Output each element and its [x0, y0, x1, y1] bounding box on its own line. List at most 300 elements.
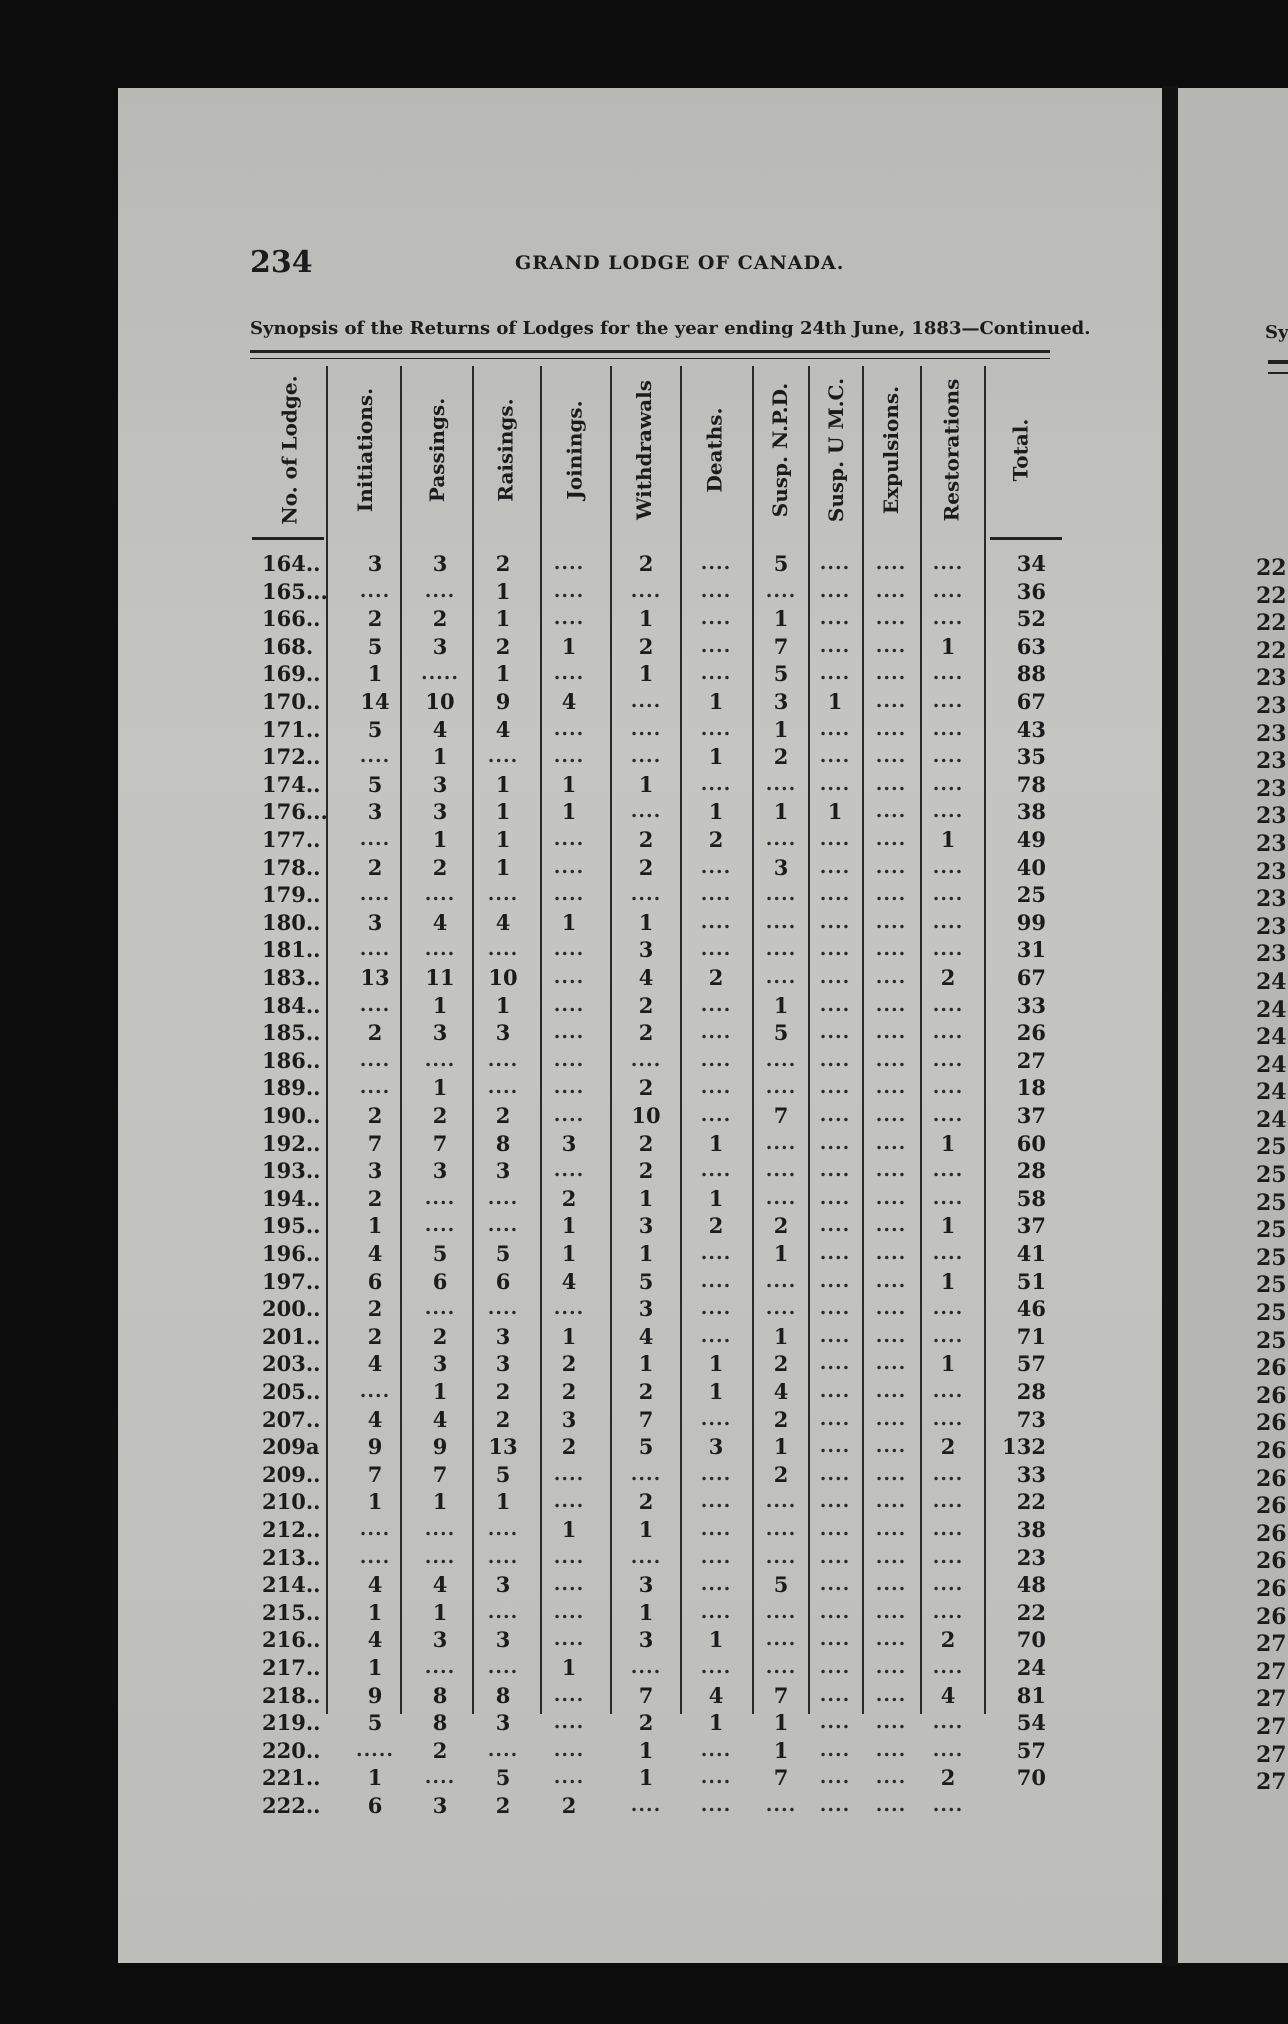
table-cell: 57 — [1016, 1351, 1046, 1377]
table-cell: 1 — [561, 1323, 577, 1349]
table-cell: .... — [875, 993, 907, 1016]
table-row — [262, 1074, 1062, 1102]
table-cell: .... — [819, 1600, 851, 1623]
table-cell: 10 — [488, 965, 518, 990]
table-cell: .... — [630, 745, 662, 768]
table-cell: 38 — [1016, 1517, 1046, 1542]
table-cell: 1 — [638, 1599, 654, 1625]
table-cell: .... — [359, 579, 391, 602]
table-row — [262, 1102, 1062, 1130]
table-cell: .... — [765, 828, 797, 850]
facing-page-rule — [1268, 360, 1288, 364]
table-row — [262, 550, 1062, 578]
table-cell: 35 — [1016, 744, 1046, 770]
facing-page-lodge-number: 27 — [1256, 1713, 1287, 1740]
table-cell: 1 — [638, 771, 654, 797]
table-cell: 1 — [773, 606, 789, 632]
table-cell: .... — [875, 1545, 907, 1568]
table-cell: .... — [700, 1766, 732, 1789]
table-cell: 2 — [638, 854, 654, 880]
column-header-label: Withdrawals — [632, 380, 656, 520]
table-cell: 1 — [773, 1434, 789, 1460]
table-cell: 46 — [1016, 1296, 1046, 1322]
table-cell: 99 — [1016, 909, 1046, 935]
table-cell: .... — [932, 1490, 964, 1513]
table-cell: .... — [819, 938, 851, 961]
table-row — [262, 1295, 1062, 1323]
table-cell: .... — [630, 883, 662, 906]
table-cell: 67 — [1016, 689, 1046, 714]
table-cell: .... — [875, 1269, 907, 1292]
table-cell: 1 — [638, 661, 654, 687]
table-cell: 9 — [367, 1434, 383, 1460]
table-cell: 2 — [495, 1379, 511, 1404]
column-header — [540, 366, 610, 534]
column-header-label: Passings. — [425, 397, 450, 503]
table-row — [262, 1654, 1062, 1682]
table-cell: 4 — [561, 1268, 577, 1294]
table-cell: .... — [765, 1186, 797, 1209]
table-cell: .... — [700, 910, 732, 933]
table-cell: .... — [765, 1297, 797, 1320]
table-cell: 2 — [432, 606, 448, 632]
lodge-number-cell: 214.. — [262, 1572, 321, 1598]
table-cell: .... — [700, 1573, 732, 1596]
table-cell: .... — [553, 1462, 585, 1485]
caption-rule — [250, 350, 1050, 353]
table-cell: .... — [700, 1600, 732, 1623]
table-cell: 37 — [1016, 1103, 1046, 1128]
table-cell: .... — [700, 1794, 732, 1816]
table-cell: .... — [700, 1048, 732, 1071]
table-cell: 9 — [367, 1682, 383, 1708]
table-cell: .... — [932, 1711, 964, 1734]
table-cell: 1 — [561, 1213, 577, 1239]
table-cell: .... — [819, 662, 851, 685]
table-cell: 2 — [367, 1296, 383, 1322]
table-cell — [980, 1792, 1046, 1820]
table-cell: 2 — [432, 1323, 448, 1349]
table-cell: 1 — [561, 909, 577, 935]
facing-page-lodge-number: 26 — [1256, 1465, 1287, 1492]
table-cell: .... — [553, 1683, 585, 1706]
table-cell: .... — [819, 1159, 851, 1182]
table-cell: 48 — [1016, 1572, 1046, 1598]
table-cell: .... — [932, 1462, 964, 1485]
facing-page-lodge-number: 24 — [1256, 968, 1287, 995]
table-cell: 52 — [1016, 606, 1046, 632]
column-header-label: Restorations — [939, 378, 963, 522]
table-cell: 3 — [432, 1158, 448, 1184]
table-cell: 2 — [638, 1130, 654, 1156]
table-cell: 2 — [367, 1020, 383, 1046]
table-cell: 3 — [495, 1627, 511, 1653]
column-header — [400, 366, 474, 534]
table-cell: .... — [932, 1600, 964, 1623]
table-cell: .... — [700, 1076, 732, 1099]
table-row — [262, 605, 1062, 633]
facing-page-lodge-number: 27 — [1256, 1631, 1287, 1658]
table-cell: .... — [765, 1656, 797, 1678]
table-cell: 1 — [708, 1710, 724, 1736]
table-cell: .... — [875, 1435, 907, 1458]
table-cell: .... — [819, 1242, 851, 1264]
facing-page-lodge-number: 23 — [1256, 941, 1287, 968]
table-cell: .... — [700, 1297, 732, 1320]
table-cell: .... — [553, 855, 585, 878]
table-cell: .... — [359, 1048, 391, 1071]
table-cell: .... — [932, 1380, 964, 1402]
table-cell: 88 — [1016, 661, 1046, 687]
table-cell: 4 — [432, 1572, 448, 1598]
table-cell: .... — [553, 1573, 585, 1596]
table-row — [262, 1157, 1062, 1185]
table-cell: 8 — [495, 1682, 511, 1708]
facing-page-lodge-number: 26 — [1256, 1355, 1287, 1382]
table-cell: .... — [819, 1186, 851, 1209]
table-cell: 1 — [638, 606, 654, 632]
table-row — [262, 688, 1062, 716]
table-cell: 2 — [773, 1406, 789, 1432]
table-cell: .... — [875, 966, 907, 988]
table-cell: .... — [875, 1104, 907, 1126]
table-cell: 5 — [495, 1765, 511, 1791]
table-cell: .... — [932, 1159, 964, 1182]
table-cell: .... — [932, 1518, 964, 1540]
table-cell: .... — [875, 1462, 907, 1485]
column-header — [752, 366, 808, 534]
table-cell: 1 — [708, 744, 724, 770]
table-cell: .... — [765, 1628, 797, 1651]
facing-page-lodge-number: 23 — [1256, 803, 1287, 830]
facing-page-lodge-number: 26 — [1256, 1493, 1287, 1520]
table-cell: 1 — [940, 633, 956, 659]
table-cell: .... — [424, 1048, 456, 1071]
table-cell: 2 — [638, 1158, 654, 1184]
table-cell: 22 — [1016, 1489, 1046, 1515]
table-cell: 25 — [1016, 882, 1046, 908]
table-cell: .... — [765, 1159, 797, 1182]
table-cell: .... — [875, 1021, 907, 1044]
table-cell: 1 — [638, 1241, 654, 1266]
table-cell: 4 — [495, 909, 511, 935]
lodge-number-cell: 210.. — [262, 1489, 321, 1515]
table-cell: 3 — [432, 771, 448, 797]
table-cell: .... — [875, 883, 907, 906]
table-row — [262, 716, 1062, 744]
table-cell: 24 — [1016, 1655, 1046, 1680]
table-cell: 63 — [1016, 633, 1046, 659]
table-cell: 3 — [773, 689, 789, 714]
table-cell: 2 — [773, 1213, 789, 1239]
table-cell: .... — [487, 1738, 519, 1761]
table-cell: .... — [875, 1628, 907, 1651]
table-cell: .... — [424, 1766, 456, 1789]
table-cell: 2 — [367, 1103, 383, 1128]
table-cell: 2 — [638, 827, 654, 852]
table-cell: .... — [359, 745, 391, 768]
table-cell: 1 — [495, 854, 511, 880]
table-cell: 2 — [638, 1710, 654, 1736]
table-cell: 1 — [940, 1351, 956, 1377]
facing-page-lodge-number: 24 — [1256, 1079, 1287, 1106]
table-cell: .... — [487, 1048, 519, 1071]
table-cell: 7 — [432, 1130, 448, 1156]
table-cell: 6 — [367, 1793, 383, 1818]
table-cell: 2 — [940, 1627, 956, 1653]
table-cell: .... — [359, 883, 391, 906]
table-cell: ..... — [355, 1738, 395, 1761]
table-cell: 3 — [495, 1158, 511, 1184]
table-row — [262, 1433, 1062, 1461]
table-cell: 1 — [495, 771, 511, 797]
table-row — [262, 1682, 1062, 1710]
table-row — [262, 964, 1062, 992]
table-cell: .... — [553, 1159, 585, 1182]
table-cell: .... — [875, 1711, 907, 1734]
facing-page-lodge-number: 26 — [1256, 1410, 1287, 1437]
table-cell: .... — [875, 1600, 907, 1623]
table-cell: .... — [553, 1738, 585, 1761]
facing-page-lodge-number: 23 — [1256, 858, 1287, 885]
lodge-number-cell: 192.. — [262, 1130, 321, 1156]
table-cell: 58 — [1016, 1185, 1046, 1211]
table-cell: 132 — [1002, 1434, 1046, 1460]
facing-page-lodge-number: 26 — [1256, 1438, 1287, 1464]
table-cell: .... — [359, 828, 391, 850]
table-cell: 1 — [432, 827, 448, 852]
table-cell: 2 — [367, 1185, 383, 1211]
table-cell: 70 — [1016, 1627, 1046, 1653]
table-row — [262, 1488, 1062, 1516]
table-row — [262, 1240, 1062, 1268]
table-cell: .... — [630, 1048, 662, 1071]
table-cell: 5 — [638, 1434, 654, 1460]
table-cell: 1 — [708, 689, 724, 714]
table-cell: 5 — [432, 1241, 448, 1266]
facing-page-lodge-number: 25 — [1256, 1189, 1287, 1216]
table-cell: 8 — [432, 1682, 448, 1708]
table-cell: .... — [700, 1242, 732, 1264]
column-header-label: Raisings. — [494, 398, 518, 502]
table-cell: .... — [875, 1380, 907, 1402]
table-cell: .... — [932, 1573, 964, 1596]
table-cell: 5 — [773, 661, 789, 687]
table-cell: .... — [765, 910, 797, 933]
table-cell: .... — [819, 993, 851, 1016]
running-head: GRAND LODGE OF CANADA. — [515, 252, 845, 274]
table-cell: .... — [487, 1297, 519, 1320]
table-cell: 3 — [432, 551, 448, 576]
table-cell: 4 — [638, 965, 654, 990]
table-cell: .... — [630, 1794, 662, 1816]
table-cell: .... — [700, 634, 732, 657]
table-cell: 7 — [432, 1461, 448, 1487]
table-cell: .... — [932, 1297, 964, 1320]
table-cell: 1 — [495, 992, 511, 1018]
table-cell: .... — [765, 1600, 797, 1623]
table-cell: 5 — [367, 771, 383, 797]
table-cell: 13 — [488, 1434, 518, 1460]
table-cell: 2 — [495, 1103, 511, 1128]
table-cell: .... — [630, 717, 662, 740]
table-cell: 51 — [1016, 1268, 1046, 1294]
table-cell: 49 — [1016, 827, 1046, 852]
lodge-number-cell: 218.. — [262, 1682, 321, 1708]
table-cell: 3 — [432, 1020, 448, 1046]
table-cell: .... — [700, 1462, 732, 1485]
table-cell: .... — [765, 1076, 797, 1099]
table-cell: 2 — [561, 1434, 577, 1460]
facing-page-lodge-number: 22 — [1256, 555, 1287, 581]
table-cell: 4 — [773, 1379, 789, 1404]
table-cell: 1 — [367, 661, 383, 687]
column-header — [328, 366, 402, 534]
lodge-number-cell: 212.. — [262, 1517, 321, 1542]
table-cell: .... — [630, 1545, 662, 1568]
lodge-number-cell: 164.. — [262, 551, 321, 576]
table-cell: .... — [819, 717, 851, 740]
table-cell: .... — [765, 1269, 797, 1292]
table-cell: 4 — [367, 1627, 383, 1653]
table-cell: 1 — [773, 992, 789, 1018]
table-cell: .... — [700, 883, 732, 906]
table-cell: .... — [932, 1021, 964, 1044]
table-cell: 4 — [940, 1682, 956, 1708]
lodge-number-cell: 176... — [262, 799, 328, 825]
table-cell: .... — [819, 1131, 851, 1154]
table-cell: .... — [630, 1656, 662, 1678]
table-cell: 1 — [708, 1351, 724, 1377]
table-cell: 1 — [432, 1379, 448, 1404]
facing-page-lodge-number: 25 — [1256, 1162, 1287, 1189]
table-cell: 2 — [708, 827, 724, 852]
facing-page-lodge-number: 23 — [1256, 748, 1287, 775]
table-cell: .... — [700, 772, 732, 795]
table-cell: 3 — [432, 799, 448, 825]
table-cell: 27 — [1016, 1047, 1046, 1073]
table-cell: .... — [819, 1297, 851, 1320]
table-row — [262, 743, 1062, 771]
table-cell: .... — [932, 993, 964, 1016]
table-cell: .... — [487, 883, 519, 906]
facing-page-lodge-number: 27 — [1256, 1769, 1287, 1796]
table-cell: .... — [553, 938, 585, 961]
table-cell: .... — [932, 662, 964, 685]
table-cell: 4 — [708, 1682, 724, 1708]
table-cell: 2 — [495, 551, 511, 576]
table-cell: .... — [819, 910, 851, 933]
table-cell: .... — [700, 607, 732, 630]
table-cell: .... — [630, 800, 662, 823]
table-cell: .... — [819, 855, 851, 878]
table-cell: 1 — [638, 1185, 654, 1211]
table-cell: .... — [819, 1435, 851, 1458]
table-cell: .... — [932, 1545, 964, 1568]
table-cell: .... — [819, 1711, 851, 1734]
lodge-number-cell: 186.. — [262, 1047, 321, 1073]
lodge-number-cell: 203.. — [262, 1351, 321, 1377]
page-number: 234 — [250, 245, 313, 280]
column-header-label: Total. — [1008, 418, 1032, 482]
table-cell: 6 — [495, 1268, 511, 1294]
table-cell: 3 — [773, 854, 789, 880]
table-cell: .... — [875, 1656, 907, 1678]
table-cell: 1 — [495, 799, 511, 825]
facing-page-lodge-number: 25 — [1256, 1217, 1287, 1244]
table-cell: 1 — [773, 716, 789, 742]
lodge-number-cell: 184.. — [262, 992, 321, 1018]
table-cell: 1 — [495, 827, 511, 852]
table-cell: 2 — [638, 633, 654, 659]
lodge-number-cell: 174.. — [262, 771, 321, 797]
lodge-number-cell: 221.. — [262, 1765, 321, 1791]
table-cell: 3 — [495, 1020, 511, 1046]
facing-page-lodge-number: 25 — [1256, 1244, 1287, 1271]
table-cell: .... — [875, 1186, 907, 1209]
column-header-label: No. of Lodge. — [278, 375, 303, 525]
table-cell: .... — [932, 1076, 964, 1099]
table-cell: .... — [819, 1048, 851, 1071]
table-cell: .... — [765, 1794, 797, 1816]
column-header-label: Susp. N.P.D. — [768, 382, 792, 518]
table-cell: .... — [700, 855, 732, 878]
table-cell: .... — [875, 1324, 907, 1347]
table-cell: 1 — [367, 1655, 383, 1680]
table-cell: .... — [424, 938, 456, 961]
table-cell: .... — [359, 1076, 391, 1099]
table-cell: .... — [819, 1573, 851, 1596]
table-cell: 4 — [638, 1323, 654, 1349]
table-cell: .... — [819, 607, 851, 630]
lodge-number-cell: 195.. — [262, 1213, 321, 1239]
facing-page-lodge-number: 24 — [1256, 996, 1287, 1023]
table-cell: 1 — [638, 909, 654, 935]
table-row — [262, 1461, 1062, 1489]
lodge-number-cell: 185.. — [262, 1020, 321, 1046]
table-cell: 2 — [561, 1793, 577, 1818]
table-cell: 22 — [1016, 1599, 1046, 1625]
table-cell: 1 — [432, 1599, 448, 1625]
table-cell: 3 — [432, 1351, 448, 1377]
table-cell: 33 — [1016, 992, 1046, 1018]
table-cell: 3 — [432, 633, 448, 659]
lodge-number-cell: 183.. — [262, 965, 321, 990]
table-cell: .... — [553, 828, 585, 850]
table-cell: 1 — [940, 1213, 956, 1239]
lodge-number-cell: 181.. — [262, 937, 321, 963]
facing-page-lodge-number: 23 — [1256, 692, 1287, 719]
table-cell: 7 — [773, 633, 789, 659]
table-cell: .... — [932, 1794, 964, 1816]
table-row — [262, 1323, 1062, 1351]
table-cell: 9 — [495, 689, 511, 714]
table-cell: 1 — [940, 1268, 956, 1294]
table-cell: 41 — [1016, 1241, 1046, 1266]
table-cell: 6 — [367, 1268, 383, 1294]
table-cell: .... — [875, 690, 907, 712]
table-cell: 1 — [773, 799, 789, 825]
table-cell: 5 — [638, 1268, 654, 1294]
book-gutter — [1162, 86, 1178, 1966]
table-cell: 2 — [432, 1103, 448, 1128]
table-cell: 1 — [367, 1213, 383, 1239]
table-cell: .... — [875, 1738, 907, 1761]
table-cell: 4 — [367, 1406, 383, 1432]
column-header — [920, 366, 982, 534]
table-cell: 1 — [367, 1489, 383, 1515]
table-cell: .... — [553, 1297, 585, 1320]
